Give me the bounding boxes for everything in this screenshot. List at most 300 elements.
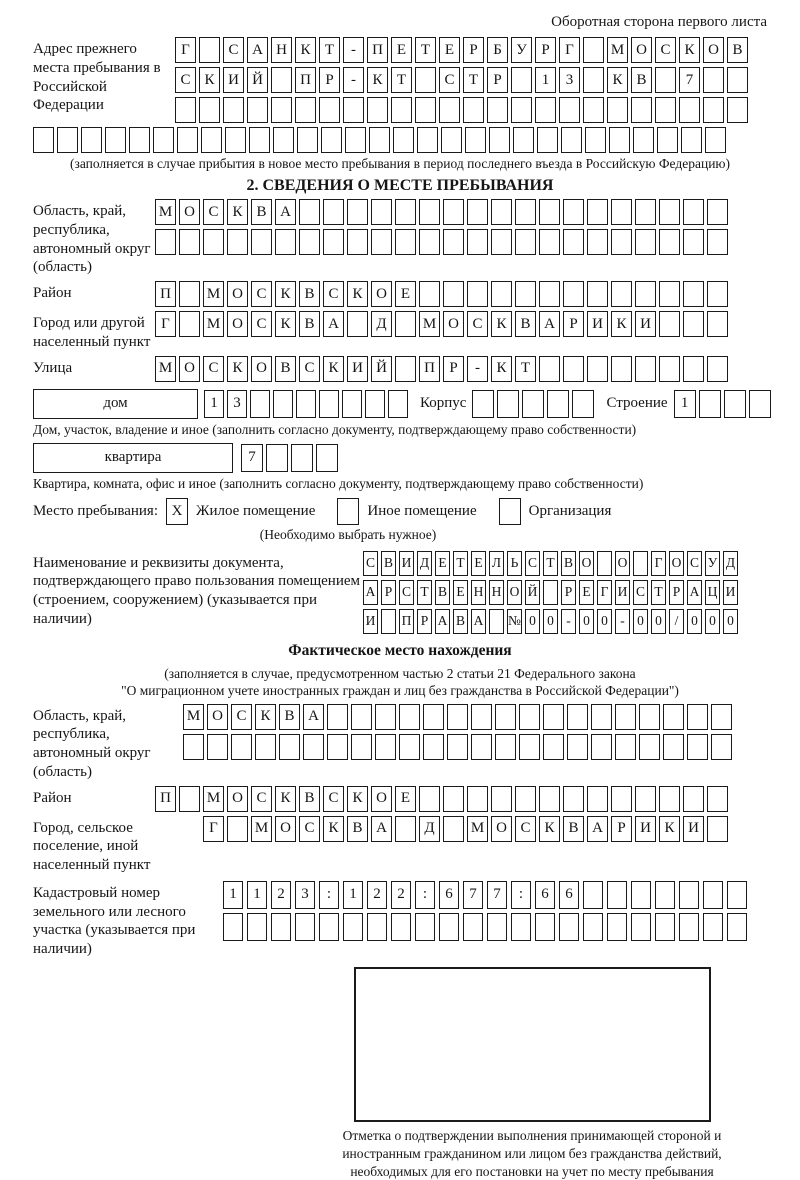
char-cell[interactable]: - (467, 356, 488, 382)
char-cell[interactable] (547, 390, 569, 418)
char-cell[interactable]: Т (463, 67, 484, 93)
char-cell[interactable]: В (279, 704, 300, 730)
char-cell[interactable] (491, 281, 512, 307)
char-cell[interactable] (419, 786, 440, 812)
char-cell[interactable] (537, 127, 558, 153)
char-cell[interactable] (251, 229, 272, 255)
char-cell[interactable] (635, 281, 656, 307)
char-cell[interactable] (443, 786, 464, 812)
char-cell[interactable]: М (419, 311, 440, 337)
char-cell[interactable]: 6 (559, 881, 579, 909)
char-cell[interactable] (513, 127, 534, 153)
char-cell[interactable] (223, 913, 243, 941)
char-cell[interactable] (522, 390, 544, 418)
char-cell[interactable] (683, 199, 704, 225)
char-cell[interactable]: 2 (391, 881, 411, 909)
char-cell[interactable]: О (227, 786, 248, 812)
char-cell[interactable] (247, 913, 267, 941)
char-cell[interactable]: В (727, 37, 748, 63)
char-cell[interactable] (105, 127, 126, 153)
char-cell[interactable] (273, 390, 293, 418)
char-cell[interactable] (539, 356, 560, 382)
char-cell[interactable]: Р (381, 580, 396, 605)
char-cell[interactable] (342, 390, 362, 418)
char-cell[interactable] (563, 281, 584, 307)
char-cell[interactable] (707, 281, 728, 307)
char-cell[interactable]: А (371, 816, 392, 842)
char-cell[interactable] (659, 786, 680, 812)
char-cell[interactable]: И (635, 816, 656, 842)
char-cell[interactable] (561, 127, 582, 153)
char-cell[interactable] (297, 127, 318, 153)
char-cell[interactable]: К (491, 356, 512, 382)
char-cell[interactable]: С (175, 67, 196, 93)
char-cell[interactable] (591, 734, 612, 760)
char-cell[interactable]: Е (391, 37, 412, 63)
char-cell[interactable]: / (669, 609, 684, 634)
char-cell[interactable]: К (323, 356, 344, 382)
char-cell[interactable]: И (723, 580, 738, 605)
char-cell[interactable]: П (399, 609, 414, 634)
char-cell[interactable] (471, 704, 492, 730)
dom-type-box[interactable] (33, 389, 198, 419)
char-cell[interactable]: Б (487, 37, 508, 63)
char-cell[interactable] (559, 97, 580, 123)
char-cell[interactable] (611, 199, 632, 225)
char-cell[interactable]: К (347, 786, 368, 812)
char-cell[interactable] (443, 229, 464, 255)
char-cell[interactable] (607, 881, 627, 909)
char-cell[interactable]: О (179, 199, 200, 225)
char-cell[interactable] (250, 390, 270, 418)
char-cell[interactable] (463, 913, 483, 941)
char-cell[interactable] (491, 786, 512, 812)
char-cell[interactable] (271, 913, 291, 941)
char-cell[interactable] (703, 881, 723, 909)
char-cell[interactable]: А (363, 580, 378, 605)
char-cell[interactable] (727, 67, 748, 93)
char-cell[interactable] (563, 786, 584, 812)
char-cell[interactable]: К (275, 281, 296, 307)
char-cell[interactable] (515, 281, 536, 307)
char-cell[interactable]: М (155, 199, 176, 225)
char-cell[interactable]: 1 (535, 67, 556, 93)
char-cell[interactable] (585, 127, 606, 153)
char-cell[interactable]: В (563, 816, 584, 842)
char-cell[interactable] (563, 229, 584, 255)
char-cell[interactable] (417, 127, 438, 153)
char-cell[interactable] (583, 67, 604, 93)
char-cell[interactable] (201, 127, 222, 153)
char-cell[interactable] (375, 704, 396, 730)
char-cell[interactable] (347, 229, 368, 255)
char-cell[interactable]: П (367, 37, 388, 63)
char-cell[interactable]: М (203, 281, 224, 307)
char-cell[interactable] (319, 390, 339, 418)
char-cell[interactable]: № (507, 609, 522, 634)
char-cell[interactable] (631, 913, 651, 941)
char-cell[interactable] (583, 97, 604, 123)
char-cell[interactable] (57, 127, 78, 153)
char-cell[interactable] (607, 97, 628, 123)
char-cell[interactable]: А (471, 609, 486, 634)
char-cell[interactable]: Д (419, 816, 440, 842)
char-cell[interactable] (271, 67, 292, 93)
char-cell[interactable] (607, 913, 627, 941)
char-cell[interactable] (443, 199, 464, 225)
char-cell[interactable] (563, 356, 584, 382)
char-cell[interactable] (81, 127, 102, 153)
char-cell[interactable] (447, 734, 468, 760)
char-cell[interactable] (543, 580, 558, 605)
char-cell[interactable]: О (371, 786, 392, 812)
char-cell[interactable]: Г (559, 37, 580, 63)
char-cell[interactable]: С (655, 37, 676, 63)
char-cell[interactable] (393, 127, 414, 153)
char-cell[interactable] (423, 704, 444, 730)
char-cell[interactable]: К (295, 37, 316, 63)
char-cell[interactable]: Т (417, 580, 432, 605)
char-cell[interactable]: Г (203, 816, 224, 842)
char-cell[interactable]: С (299, 816, 320, 842)
char-cell[interactable]: 0 (705, 609, 720, 634)
char-cell[interactable] (495, 704, 516, 730)
char-cell[interactable]: Д (417, 551, 432, 576)
char-cell[interactable] (199, 37, 220, 63)
char-cell[interactable] (583, 913, 603, 941)
char-cell[interactable] (707, 199, 728, 225)
char-cell[interactable]: 0 (651, 609, 666, 634)
char-cell[interactable]: Г (155, 311, 176, 337)
char-cell[interactable] (563, 199, 584, 225)
char-cell[interactable] (609, 127, 630, 153)
char-cell[interactable]: С (633, 580, 648, 605)
char-cell[interactable]: 3 (295, 881, 315, 909)
char-cell[interactable]: О (669, 551, 684, 576)
char-cell[interactable]: Н (471, 580, 486, 605)
char-cell[interactable]: О (227, 281, 248, 307)
char-cell[interactable] (655, 913, 675, 941)
char-cell[interactable]: О (227, 311, 248, 337)
char-cell[interactable] (727, 913, 747, 941)
char-cell[interactable]: К (679, 37, 700, 63)
char-cell[interactable]: К (347, 281, 368, 307)
char-cell[interactable] (707, 229, 728, 255)
char-cell[interactable] (659, 311, 680, 337)
char-cell[interactable] (703, 913, 723, 941)
char-cell[interactable]: М (203, 311, 224, 337)
char-cell[interactable]: Д (723, 551, 738, 576)
char-cell[interactable]: С (439, 67, 460, 93)
char-cell[interactable] (487, 97, 508, 123)
char-cell[interactable] (203, 229, 224, 255)
char-cell[interactable] (375, 734, 396, 760)
char-cell[interactable] (683, 356, 704, 382)
char-cell[interactable] (207, 734, 228, 760)
char-cell[interactable]: С (251, 281, 272, 307)
char-cell[interactable] (299, 229, 320, 255)
char-cell[interactable] (296, 390, 316, 418)
char-cell[interactable]: О (491, 816, 512, 842)
char-cell[interactable]: О (579, 551, 594, 576)
char-cell[interactable] (633, 127, 654, 153)
char-cell[interactable]: И (587, 311, 608, 337)
char-cell[interactable] (419, 281, 440, 307)
char-cell[interactable] (633, 551, 648, 576)
char-cell[interactable] (587, 229, 608, 255)
char-cell[interactable]: С (323, 786, 344, 812)
char-cell[interactable]: А (539, 311, 560, 337)
char-cell[interactable] (679, 881, 699, 909)
char-cell[interactable] (351, 734, 372, 760)
char-cell[interactable] (231, 734, 252, 760)
char-cell[interactable]: 1 (204, 390, 224, 418)
char-cell[interactable] (467, 199, 488, 225)
char-cell[interactable]: И (683, 816, 704, 842)
char-cell[interactable] (155, 229, 176, 255)
char-cell[interactable] (291, 444, 313, 472)
char-cell[interactable]: : (319, 881, 339, 909)
char-cell[interactable]: О (275, 816, 296, 842)
char-cell[interactable]: Л (489, 551, 504, 576)
char-cell[interactable] (395, 229, 416, 255)
char-cell[interactable]: С (223, 37, 244, 63)
char-cell[interactable]: Г (175, 37, 196, 63)
char-cell[interactable] (567, 704, 588, 730)
char-cell[interactable]: Н (489, 580, 504, 605)
char-cell[interactable] (395, 356, 416, 382)
char-cell[interactable] (319, 913, 339, 941)
char-cell[interactable]: Р (535, 37, 556, 63)
char-cell[interactable]: 6 (439, 881, 459, 909)
char-cell[interactable]: С (203, 199, 224, 225)
char-cell[interactable] (179, 281, 200, 307)
char-cell[interactable]: М (251, 816, 272, 842)
char-cell[interactable]: 0 (543, 609, 558, 634)
char-cell[interactable] (443, 816, 464, 842)
char-cell[interactable] (345, 127, 366, 153)
char-cell[interactable]: Р (417, 609, 432, 634)
char-cell[interactable]: О (179, 356, 200, 382)
char-cell[interactable] (441, 127, 462, 153)
char-cell[interactable]: М (467, 816, 488, 842)
char-cell[interactable] (223, 97, 244, 123)
char-cell[interactable]: Е (395, 281, 416, 307)
char-cell[interactable] (279, 734, 300, 760)
char-cell[interactable] (395, 816, 416, 842)
char-cell[interactable] (369, 127, 390, 153)
char-cell[interactable]: С (231, 704, 252, 730)
char-cell[interactable]: Т (391, 67, 412, 93)
char-cell[interactable]: 3 (227, 390, 247, 418)
char-cell[interactable]: К (367, 67, 388, 93)
char-cell[interactable] (615, 734, 636, 760)
char-cell[interactable] (391, 913, 411, 941)
char-cell[interactable] (583, 37, 604, 63)
char-cell[interactable] (587, 786, 608, 812)
char-cell[interactable] (724, 390, 746, 418)
char-cell[interactable]: Н (271, 37, 292, 63)
char-cell[interactable] (663, 734, 684, 760)
char-cell[interactable]: О (251, 356, 272, 382)
char-cell[interactable] (681, 127, 702, 153)
char-cell[interactable] (299, 199, 320, 225)
char-cell[interactable]: К (255, 704, 276, 730)
char-cell[interactable]: Т (651, 580, 666, 605)
char-cell[interactable]: - (561, 609, 576, 634)
char-cell[interactable]: М (183, 704, 204, 730)
char-cell[interactable] (539, 786, 560, 812)
char-cell[interactable] (415, 913, 435, 941)
char-cell[interactable]: 0 (687, 609, 702, 634)
char-cell[interactable] (395, 199, 416, 225)
char-cell[interactable] (225, 127, 246, 153)
char-cell[interactable]: Ц (705, 580, 720, 605)
char-cell[interactable]: О (615, 551, 630, 576)
char-cell[interactable] (388, 390, 408, 418)
char-cell[interactable]: О (703, 37, 724, 63)
char-cell[interactable]: Р (563, 311, 584, 337)
char-cell[interactable]: 0 (597, 609, 612, 634)
char-cell[interactable]: Т (415, 37, 436, 63)
char-cell[interactable] (489, 609, 504, 634)
char-cell[interactable] (639, 734, 660, 760)
char-cell[interactable] (381, 609, 396, 634)
char-cell[interactable]: С (251, 786, 272, 812)
char-cell[interactable] (515, 786, 536, 812)
char-cell[interactable]: О (507, 580, 522, 605)
char-cell[interactable] (539, 281, 560, 307)
char-cell[interactable] (711, 704, 732, 730)
char-cell[interactable]: А (435, 609, 450, 634)
char-cell[interactable]: 1 (223, 881, 243, 909)
char-cell[interactable]: К (199, 67, 220, 93)
char-cell[interactable]: - (343, 67, 364, 93)
char-cell[interactable] (631, 97, 652, 123)
char-cell[interactable] (683, 311, 704, 337)
char-cell[interactable] (707, 356, 728, 382)
char-cell[interactable]: Р (319, 67, 340, 93)
char-cell[interactable] (303, 734, 324, 760)
char-cell[interactable] (327, 704, 348, 730)
char-cell[interactable] (183, 734, 204, 760)
char-cell[interactable] (659, 229, 680, 255)
char-cell[interactable]: М (203, 786, 224, 812)
char-cell[interactable]: Т (515, 356, 536, 382)
char-cell[interactable]: В (631, 67, 652, 93)
char-cell[interactable] (391, 97, 412, 123)
char-cell[interactable] (491, 229, 512, 255)
char-cell[interactable] (347, 311, 368, 337)
char-cell[interactable] (687, 704, 708, 730)
char-cell[interactable] (321, 127, 342, 153)
char-cell[interactable]: В (347, 816, 368, 842)
char-cell[interactable]: М (155, 356, 176, 382)
char-cell[interactable]: Й (525, 580, 540, 605)
char-cell[interactable]: Т (319, 37, 340, 63)
char-cell[interactable]: И (223, 67, 244, 93)
char-cell[interactable]: 0 (525, 609, 540, 634)
char-cell[interactable] (351, 704, 372, 730)
char-cell[interactable] (179, 229, 200, 255)
char-cell[interactable] (611, 281, 632, 307)
char-cell[interactable]: П (419, 356, 440, 382)
char-cell[interactable] (707, 816, 728, 842)
char-cell[interactable] (367, 97, 388, 123)
char-cell[interactable]: О (631, 37, 652, 63)
char-cell[interactable]: И (615, 580, 630, 605)
char-cell[interactable] (683, 786, 704, 812)
char-cell[interactable] (707, 786, 728, 812)
char-cell[interactable] (611, 786, 632, 812)
char-cell[interactable]: Р (561, 580, 576, 605)
char-cell[interactable] (659, 356, 680, 382)
char-cell[interactable] (659, 199, 680, 225)
char-cell[interactable] (129, 127, 150, 153)
char-cell[interactable] (443, 281, 464, 307)
char-cell[interactable]: Й (371, 356, 392, 382)
char-cell[interactable] (273, 127, 294, 153)
char-cell[interactable] (657, 127, 678, 153)
char-cell[interactable]: - (615, 609, 630, 634)
char-cell[interactable] (395, 311, 416, 337)
char-cell[interactable] (727, 97, 748, 123)
char-cell[interactable]: С (525, 551, 540, 576)
char-cell[interactable] (663, 704, 684, 730)
char-cell[interactable] (635, 229, 656, 255)
char-cell[interactable]: С (299, 356, 320, 382)
char-cell[interactable]: 7 (241, 444, 263, 472)
char-cell[interactable] (587, 199, 608, 225)
char-cell[interactable]: Е (435, 551, 450, 576)
char-cell[interactable] (543, 734, 564, 760)
char-cell[interactable] (247, 97, 268, 123)
char-cell[interactable]: К (539, 816, 560, 842)
char-cell[interactable] (491, 199, 512, 225)
char-cell[interactable]: К (607, 67, 628, 93)
stay-type-checkbox-org[interactable] (499, 498, 521, 525)
char-cell[interactable] (711, 734, 732, 760)
char-cell[interactable]: Й (247, 67, 268, 93)
char-cell[interactable] (707, 311, 728, 337)
char-cell[interactable]: К (227, 199, 248, 225)
char-cell[interactable] (495, 734, 516, 760)
char-cell[interactable]: В (299, 786, 320, 812)
char-cell[interactable] (535, 913, 555, 941)
char-cell[interactable]: 0 (579, 609, 594, 634)
char-cell[interactable] (465, 127, 486, 153)
char-cell[interactable] (655, 97, 676, 123)
char-cell[interactable]: Р (463, 37, 484, 63)
char-cell[interactable] (703, 67, 724, 93)
char-cell[interactable]: В (435, 580, 450, 605)
char-cell[interactable] (703, 97, 724, 123)
char-cell[interactable]: Е (453, 580, 468, 605)
char-cell[interactable] (399, 704, 420, 730)
char-cell[interactable]: Р (611, 816, 632, 842)
char-cell[interactable]: К (611, 311, 632, 337)
char-cell[interactable] (572, 390, 594, 418)
char-cell[interactable] (399, 734, 420, 760)
char-cell[interactable] (323, 229, 344, 255)
char-cell[interactable]: А (687, 580, 702, 605)
char-cell[interactable]: С (399, 580, 414, 605)
char-cell[interactable] (727, 881, 747, 909)
char-cell[interactable]: 7 (463, 881, 483, 909)
char-cell[interactable] (635, 786, 656, 812)
char-cell[interactable]: А (247, 37, 268, 63)
char-cell[interactable]: А (587, 816, 608, 842)
